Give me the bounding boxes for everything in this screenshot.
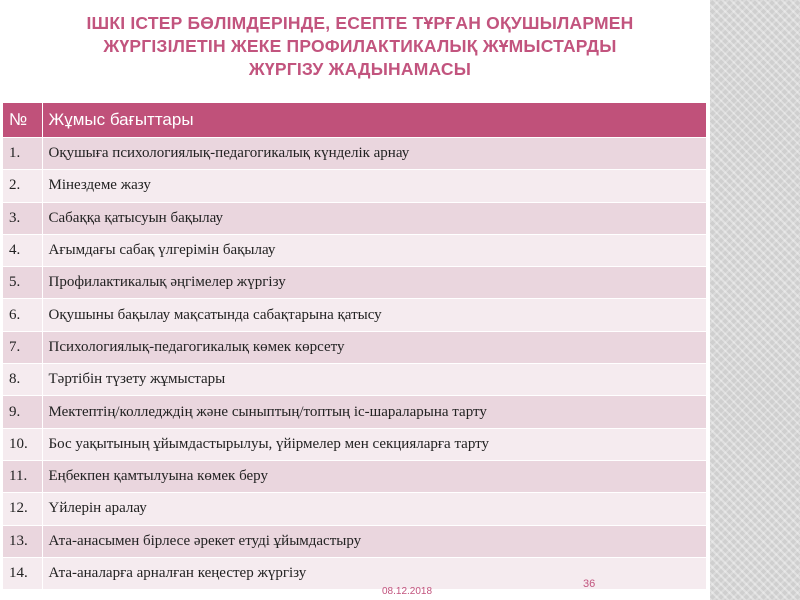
table-row — [3, 138, 706, 170]
row-number: 8. — [3, 364, 42, 396]
table-row — [3, 557, 706, 589]
row-text: Еңбекпен қамтылуына көмек беру — [42, 460, 706, 492]
table-row — [3, 525, 706, 557]
table-row — [3, 234, 706, 266]
table-row — [3, 170, 706, 202]
page-number: 36 — [583, 578, 596, 590]
table-row — [3, 428, 706, 460]
row-text: Мектептің/колледждің және сыныптың/топтың іс-шараларына тарту — [42, 396, 706, 428]
row-number: 4. — [3, 234, 42, 266]
table-row — [3, 299, 706, 331]
row-number: 13. — [3, 525, 42, 557]
row-text: Үйлерін аралау — [42, 493, 706, 525]
footer-date: 08.12.2018 — [382, 586, 433, 597]
slide-title-line-1: ІШКІ ІСТЕР БӨЛІМДЕРІНДЕ, ЕСЕПТЕ ТҰРҒАН ОҚУШЫЛАРМЕН — [86, 13, 634, 33]
row-text: Ағымдағы сабақ үлгерімін бақылау — [42, 234, 706, 266]
table-row — [3, 396, 706, 428]
slide-title — [20, 12, 700, 81]
row-number: 9. — [3, 396, 42, 428]
table-header-row — [3, 103, 706, 138]
row-number: 2. — [3, 170, 42, 202]
row-number: 14. — [3, 557, 42, 589]
row-text: Мінездеме жазу — [42, 170, 706, 202]
row-text: Бос уақытының ұйымдастырылуы, үйірмелер мен секцияларға тарту — [42, 428, 706, 460]
row-text: Оқушыға психологиялық-педагогикалық күнделік арнау — [42, 138, 706, 170]
work-plan-table — [3, 103, 707, 589]
row-number: 3. — [3, 202, 42, 234]
table-row — [3, 460, 706, 492]
row-number: 12. — [3, 493, 42, 525]
row-text: Сабаққа қатысуын бақылау — [42, 202, 706, 234]
row-text: Ата-аналарға арналған кеңестер жүргізу — [42, 557, 706, 589]
row-number: 6. — [3, 299, 42, 331]
row-number: 1. — [3, 138, 42, 170]
table-row — [3, 493, 706, 525]
table-row — [3, 364, 706, 396]
row-text: Оқушыны бақылау мақсатында сабақтарына қатысу — [42, 299, 706, 331]
decorative-side-stripe — [710, 0, 800, 600]
row-number: 5. — [3, 267, 42, 299]
column-header-work-directions: Жұмыс бағыттары — [42, 103, 706, 138]
table-row — [3, 331, 706, 363]
slide-title-line-2: ЖҮРГІЗІЛЕТІН ЖЕКЕ ПРОФИЛАКТИКАЛЫҚ ЖҰМЫСТАРДЫ — [103, 36, 617, 56]
row-number: 11. — [3, 460, 42, 492]
table-row — [3, 202, 706, 234]
row-text: Ата-анасымен бірлесе әрекет етуді ұйымдастыру — [42, 525, 706, 557]
row-text: Профилактикалық әңгімелер жүргізу — [42, 267, 706, 299]
row-text: Тәртібін түзету жұмыстары — [42, 364, 706, 396]
slide-title-line-3: ЖҮРГІЗУ ЖАДЫНАМАСЫ — [248, 59, 472, 79]
row-text: Психологиялық-педагогикалық көмек көрсету — [42, 331, 706, 363]
row-number: 7. — [3, 331, 42, 363]
row-number: 10. — [3, 428, 42, 460]
column-header-number: № — [3, 103, 42, 138]
table-row — [3, 267, 706, 299]
